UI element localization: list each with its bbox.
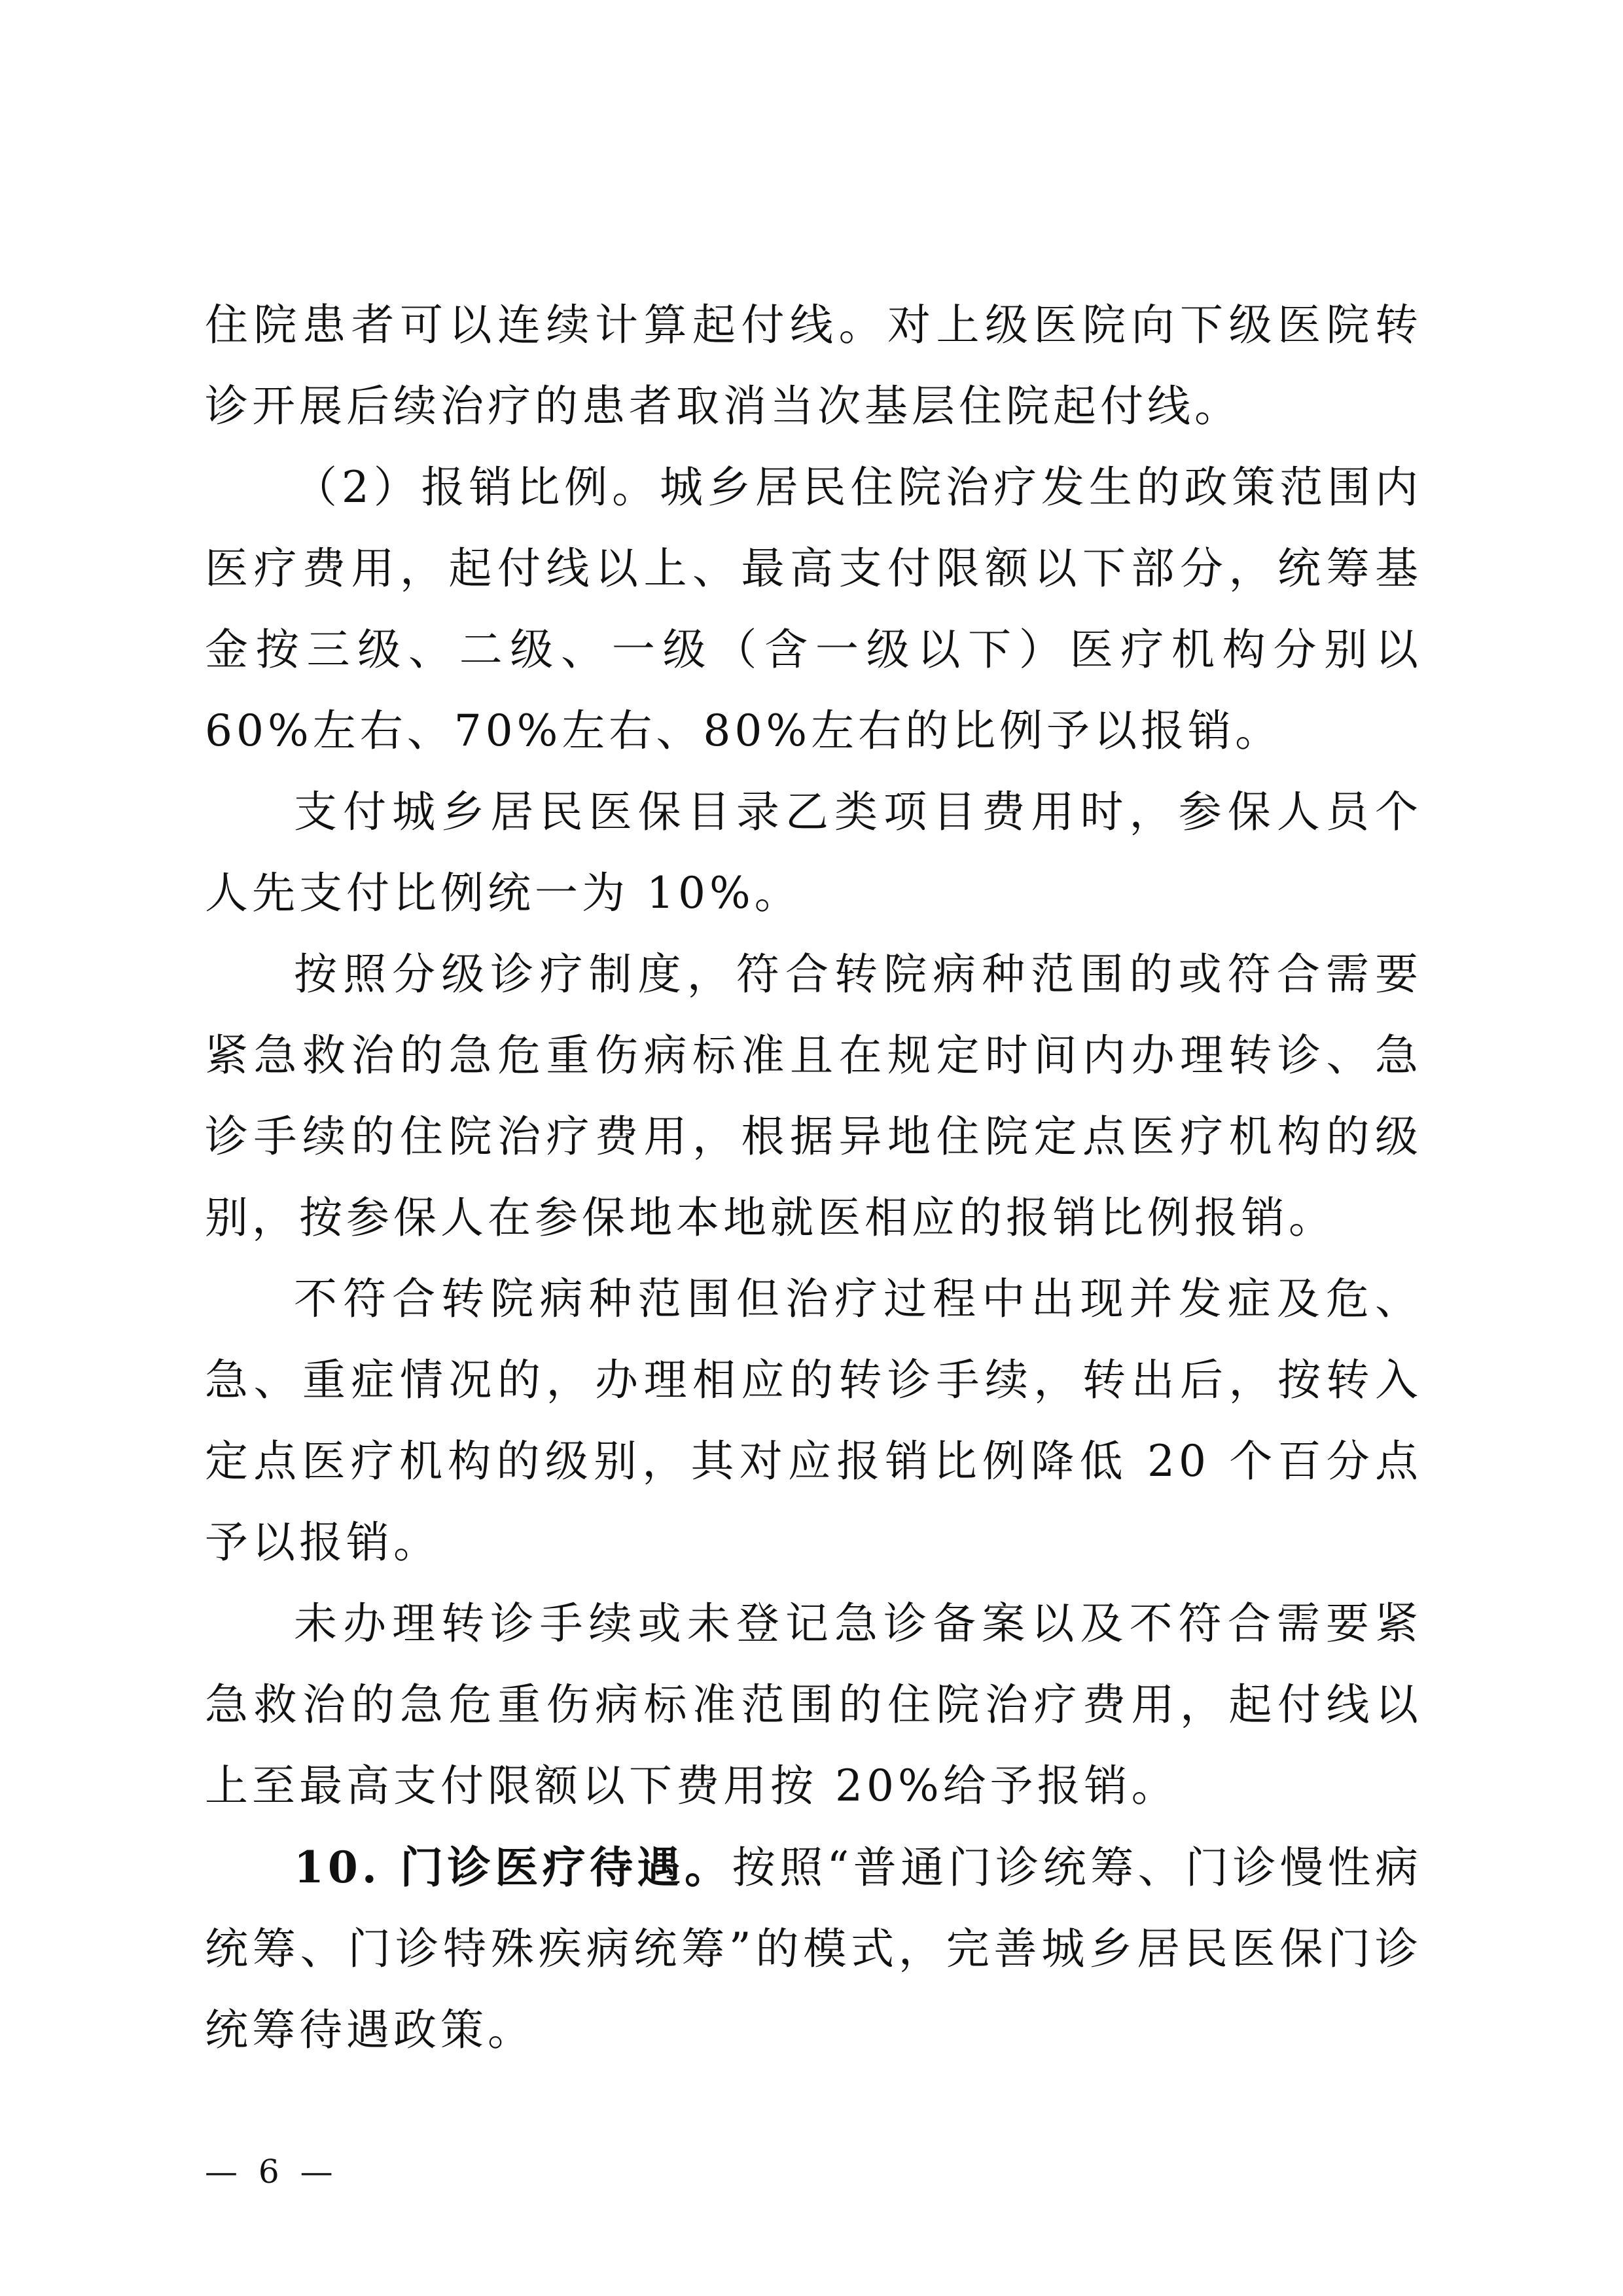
section-heading-outpatient: 10. 门诊医疗待遇。 <box>294 1842 732 1893</box>
paragraph-1 <box>205 285 1422 447</box>
paragraph-7-text: 按照“普通门诊统筹、门诊慢性病统筹、门诊特殊疾病统筹”的模式，完善城乡居民医保门诊统筹待遇政策。 <box>205 1842 1422 2055</box>
paragraph-4 <box>205 934 1422 1259</box>
paragraph-3-text: 支付城乡居民医保目录乙类项目费用时，参保人员个人先支付比例统一为 10%。 <box>205 787 1422 918</box>
paragraph-4-text: 按照分级诊疗制度，符合转院病种范围的或符合需要紧急救治的急危重伤病标准且在规定时间内办理转诊、急诊手续的住院治疗费用，根据异地住院定点医疗机构的级别，按参保人在参保地本地就医相应的报销比例报销。 <box>205 949 1422 1243</box>
paragraph-7 <box>205 1827 1422 2071</box>
paragraph-2-text: （2）报销比例。城乡居民住院治疗发生的政策范围内医疗费用，起付线以上、最高支付限额以下部分，统筹基金按三级、二级、一级（含一级以下）医疗机构分别以 60%左右、70%左右、80%左右的比例予以报销。 <box>205 462 1422 756</box>
paragraph-1-text: 住院患者可以连续计算起付线。对上级医院向下级医院转诊开展后续治疗的患者取消当次基层住院起付线。 <box>205 300 1422 431</box>
paragraph-6 <box>205 1583 1422 1827</box>
paragraph-6-text: 未办理转诊手续或未登记急诊备案以及不符合需要紧急救治的急危重伤病标准范围的住院治疗费用，起付线以上至最高支付限额以下费用按 20%给予报销。 <box>205 1598 1422 1811</box>
paragraph-5-text: 不符合转院病种范围但治疗过程中出现并发症及危、急、重症情况的，办理相应的转诊手续，转出后，按转入定点医疗机构的级别，其对应报销比例降低 20 个百分点予以报销。 <box>205 1274 1422 1568</box>
paragraph-3 <box>205 772 1422 934</box>
paragraph-5 <box>205 1259 1422 1583</box>
page-number: — 6 — <box>205 2153 338 2191</box>
document-body <box>205 285 1422 2071</box>
paragraph-2 <box>205 447 1422 772</box>
